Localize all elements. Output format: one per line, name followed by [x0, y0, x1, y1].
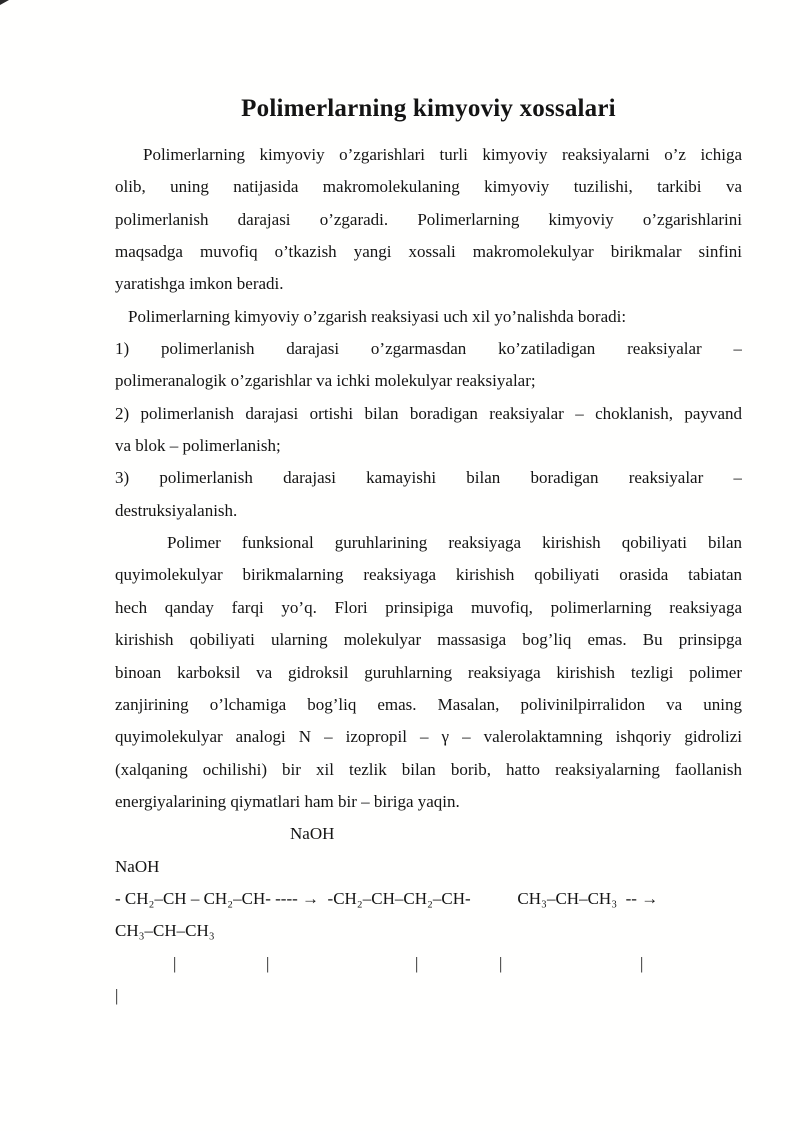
formula-naoh-left: NaOH — [115, 856, 160, 876]
text-line: zanjirining o’lchamiga bog’liq emas. Masalan, polivinilpirralidon va uning — [115, 694, 742, 714]
formula-bond-bars — [115, 948, 742, 980]
text-line: Polimerlarning kimyoviy o’zgarish reaksiyasi uch xil yo’nalishda boradi: — [128, 306, 627, 326]
text-line: olib, uning natijasida makromolekulaning kimyoviy tuzilishi, tarkibi va — [115, 177, 742, 197]
bond-bar: | — [415, 953, 419, 973]
text-line: quyimolekulyar birikmalarning reaksiyaga kirishish qobiliyati orasida tabiatan — [115, 565, 742, 585]
bond-bar: | — [499, 953, 503, 973]
text-line: binoan karboksil va gidroksil guruhlarning reaksiyaga kirishish tezligi polimer — [115, 662, 742, 682]
text-line: Polimer funksional guruhlarining reaksiyaga kirishish qobiliyati bilan — [167, 533, 742, 553]
bond-bar: | — [640, 953, 644, 973]
bond-bar: | — [173, 953, 177, 973]
text-line: 1) polimerlanish darajasi o’zgarmasdan ko’zatiladigan reaksiyalar – — [115, 339, 742, 359]
text-line: hech qanday farqi yo’q. Flori prinsipiga muvofiq, polimerlarning reaksiyaga — [115, 597, 742, 617]
body-text — [115, 139, 742, 1012]
text-line: quyimolekulyar analogi N – izopropil – γ – valerolaktamning ishqoriy gidrolizi — [115, 727, 742, 747]
formula-chain-fragment: CH₃–CH–CH₃ — [115, 921, 215, 941]
text-line: polimerlanish darajasi o’zgaradi. Polimerlarning kimyoviy o’zgarishlarini — [115, 209, 742, 229]
text-line: va blok – polimerlanish; — [115, 436, 281, 456]
formula-reaction-line: - CH₂–CH – CH₂–CH- ---- → -CH₂–CH–CH₂–CH- CH₃–CH–CH₃ -- → — [115, 888, 659, 908]
page-title: Polimerlarning kimyoviy xossalari — [241, 94, 616, 122]
scan-artifact — [0, 0, 9, 5]
bond-bar-left: | — [115, 985, 119, 1005]
text-line: (xalqaning ochilishi) bir xil tezlik bilan borib, hatto reaksiyalarning faollanish — [115, 759, 742, 779]
formula-naoh-top: NaOH — [290, 824, 335, 844]
text-line: Polimerlarning kimyoviy o’zgarishlari turli kimyoviy reaksiyalarni o’z ichiga — [143, 145, 742, 164]
text-line: 2) polimerlanish darajasi ortishi bilan boradigan reaksiyalar – choklanish, payvand — [115, 403, 742, 423]
text-line: polimeranalogik o’zgarishlar va ichki molekulyar reaksiyalar; — [115, 371, 536, 391]
text-line: 3) polimerlanish darajasi kamayishi bilan boradigan reaksiyalar – — [115, 468, 742, 488]
text-line: yaratishga imkon beradi. — [115, 274, 284, 294]
text-line: maqsadga muvofiq o’tkazish yangi xossali makromolekulyar birikmalar sinfini — [115, 242, 742, 262]
text-line: kirishish qobiliyati ularning molekulyar massasiga bog’liq emas. Bu prinsipga — [115, 630, 742, 650]
text-line: destruksiyalanish. — [115, 500, 238, 520]
bond-bar: | — [266, 953, 270, 973]
text-line: energiyalarining qiymatlari ham bir – biriga yaqin. — [115, 791, 460, 811]
